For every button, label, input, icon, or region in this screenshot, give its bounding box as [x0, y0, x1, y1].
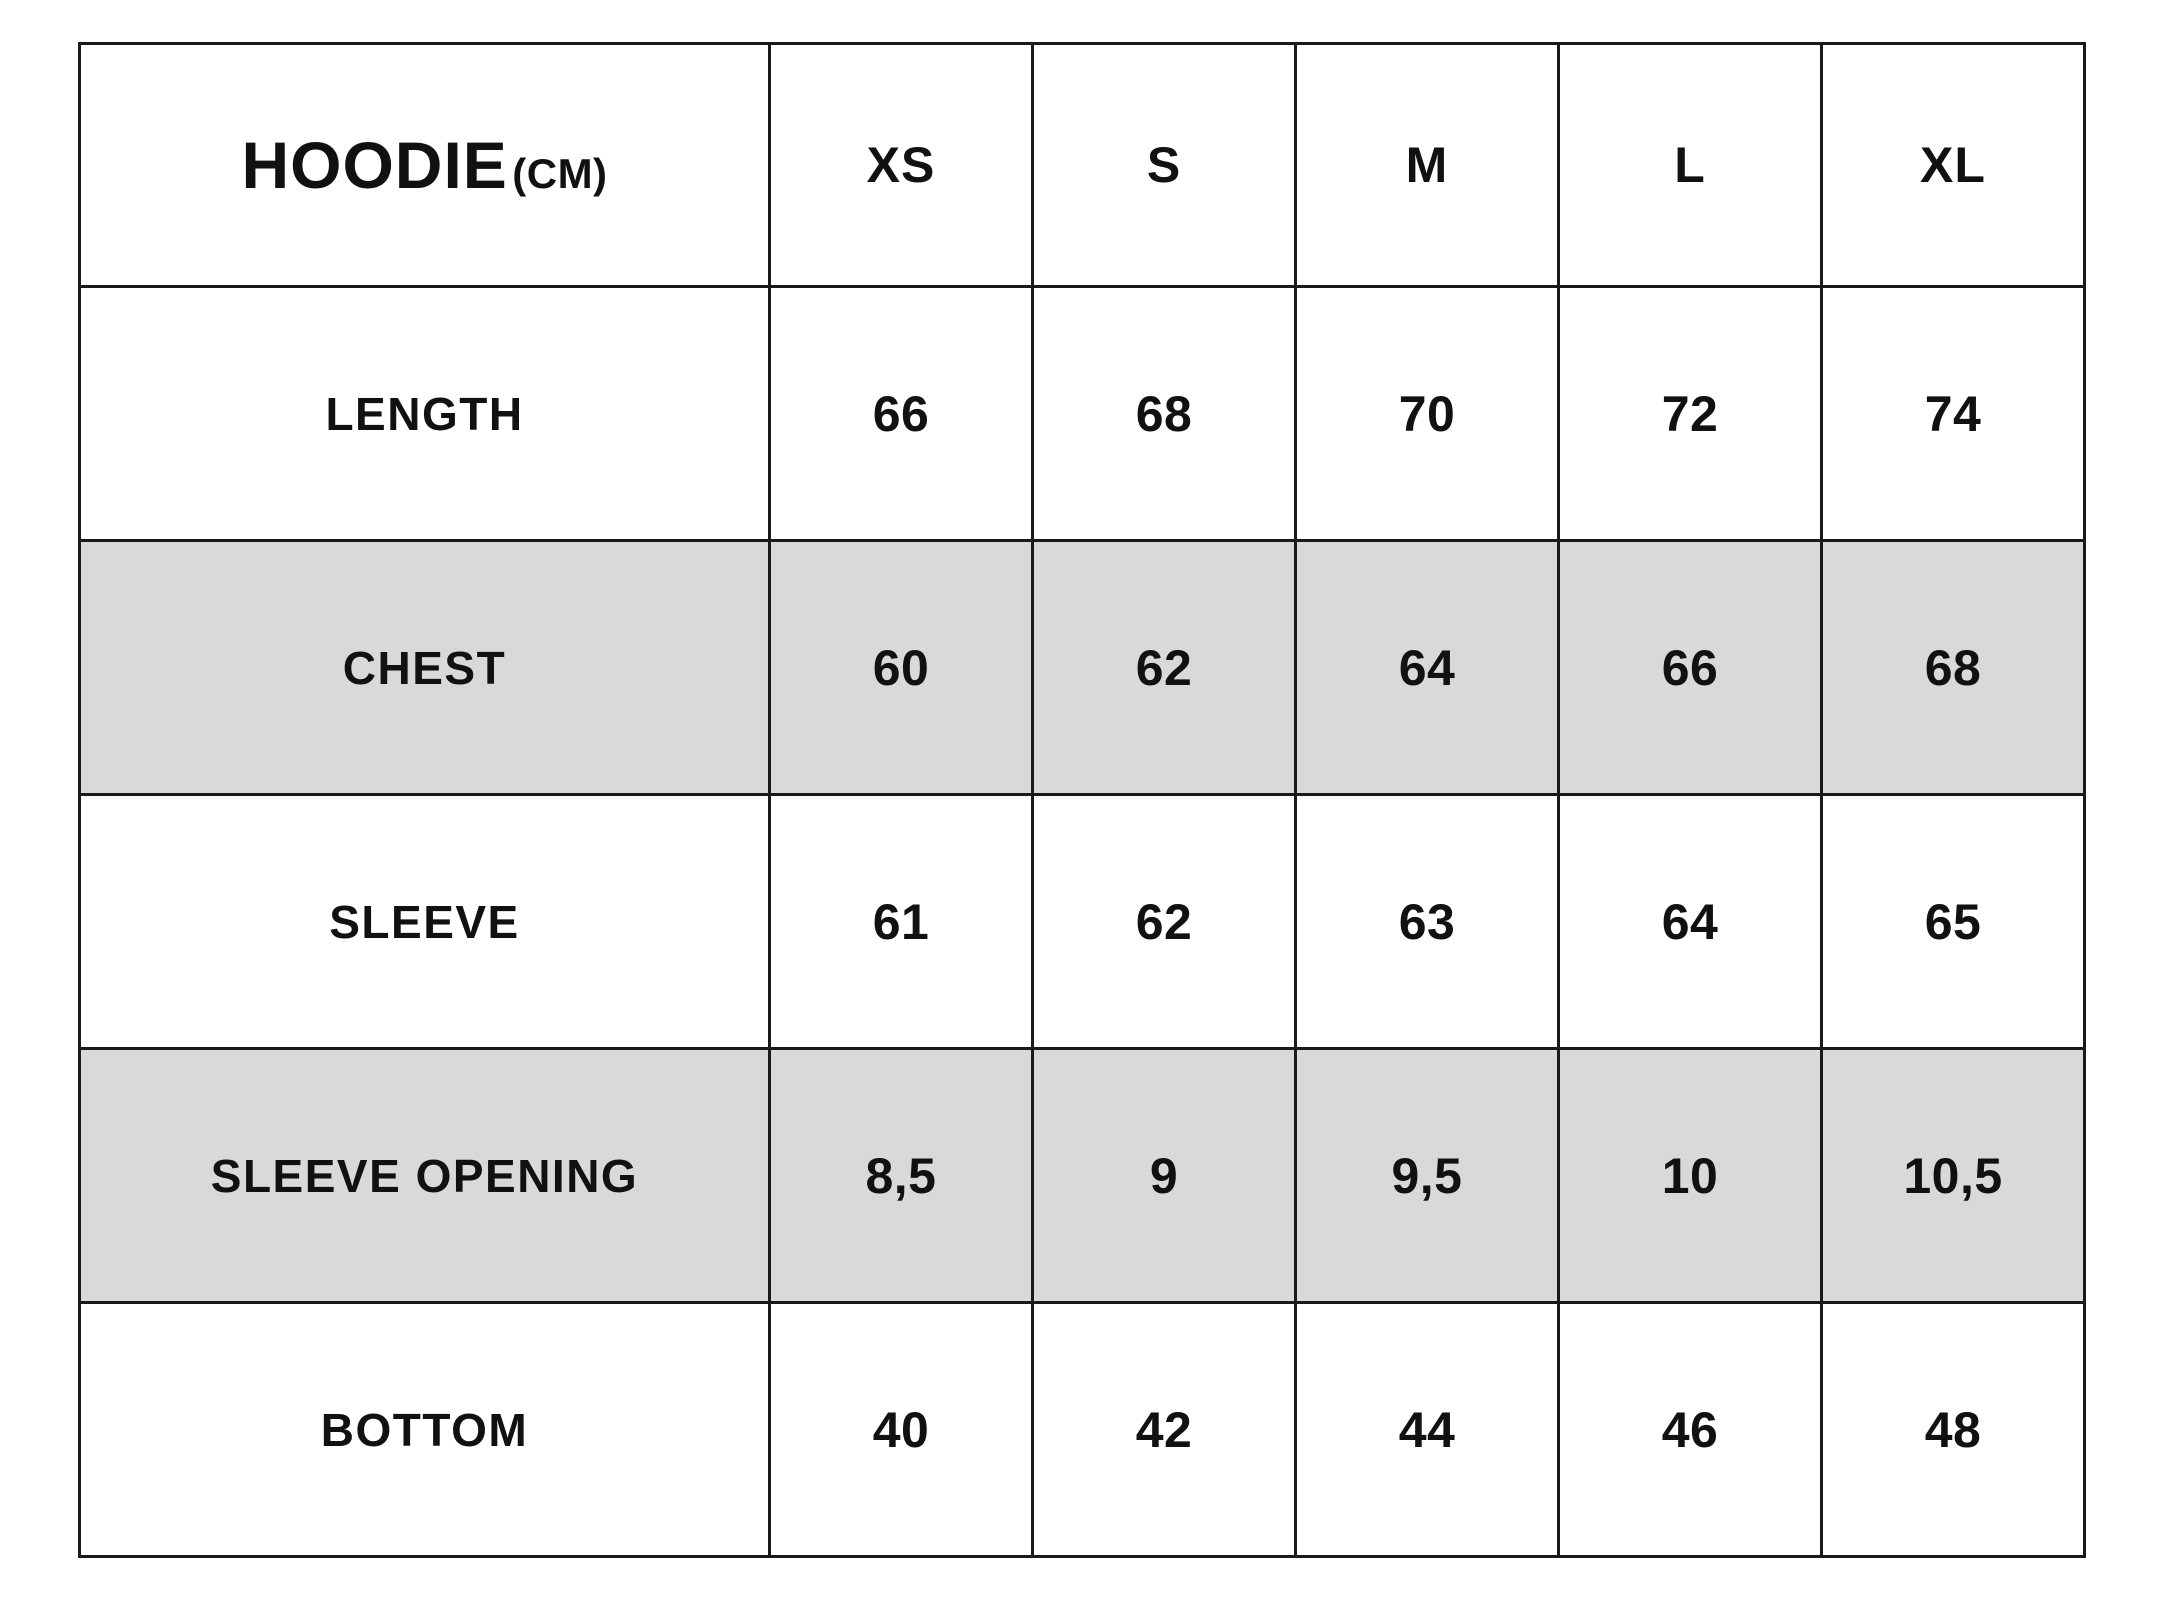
table-row [80, 1303, 2085, 1557]
cell-bottom-xl: 48 [1822, 1303, 2085, 1557]
page-title: HOODIE [241, 128, 508, 202]
row-label-sleeve-opening: SLEEVE OPENING [80, 1049, 770, 1303]
cell-length-s: 68 [1033, 287, 1296, 541]
cell-sleeve-opening-m: 9,5 [1296, 1049, 1559, 1303]
unit-label: (CM) [512, 150, 608, 197]
table-header-row [80, 44, 2085, 287]
chart-title-cell [80, 44, 770, 287]
size-table-container [78, 42, 2086, 1558]
row-label-bottom: BOTTOM [80, 1303, 770, 1557]
column-header-m: M [1296, 44, 1559, 287]
hoodie-size-table [78, 42, 2086, 1558]
cell-sleeve-opening-l: 10 [1559, 1049, 1822, 1303]
table-row [80, 287, 2085, 541]
cell-chest-m: 64 [1296, 541, 1559, 795]
row-label-sleeve: SLEEVE [80, 795, 770, 1049]
cell-sleeve-xl: 65 [1822, 795, 2085, 1049]
cell-chest-s: 62 [1033, 541, 1296, 795]
table-row [80, 795, 2085, 1049]
row-label-length: LENGTH [80, 287, 770, 541]
cell-chest-xl: 68 [1822, 541, 2085, 795]
cell-length-l: 72 [1559, 287, 1822, 541]
cell-sleeve-opening-xl: 10,5 [1822, 1049, 2085, 1303]
cell-sleeve-l: 64 [1559, 795, 1822, 1049]
cell-length-xs: 66 [770, 287, 1033, 541]
column-header-xs: XS [770, 44, 1033, 287]
cell-sleeve-xs: 61 [770, 795, 1033, 1049]
cell-sleeve-opening-xs: 8,5 [770, 1049, 1033, 1303]
cell-chest-xs: 60 [770, 541, 1033, 795]
cell-sleeve-m: 63 [1296, 795, 1559, 1049]
column-header-l: L [1559, 44, 1822, 287]
cell-length-xl: 74 [1822, 287, 2085, 541]
cell-chest-l: 66 [1559, 541, 1822, 795]
row-label-chest: CHEST [80, 541, 770, 795]
column-header-xl: XL [1822, 44, 2085, 287]
cell-sleeve-opening-s: 9 [1033, 1049, 1296, 1303]
cell-bottom-s: 42 [1033, 1303, 1296, 1557]
cell-bottom-m: 44 [1296, 1303, 1559, 1557]
cell-bottom-xs: 40 [770, 1303, 1033, 1557]
cell-sleeve-s: 62 [1033, 795, 1296, 1049]
cell-bottom-l: 46 [1559, 1303, 1822, 1557]
table-row [80, 1049, 2085, 1303]
table-row [80, 541, 2085, 795]
column-header-s: S [1033, 44, 1296, 287]
cell-length-m: 70 [1296, 287, 1559, 541]
